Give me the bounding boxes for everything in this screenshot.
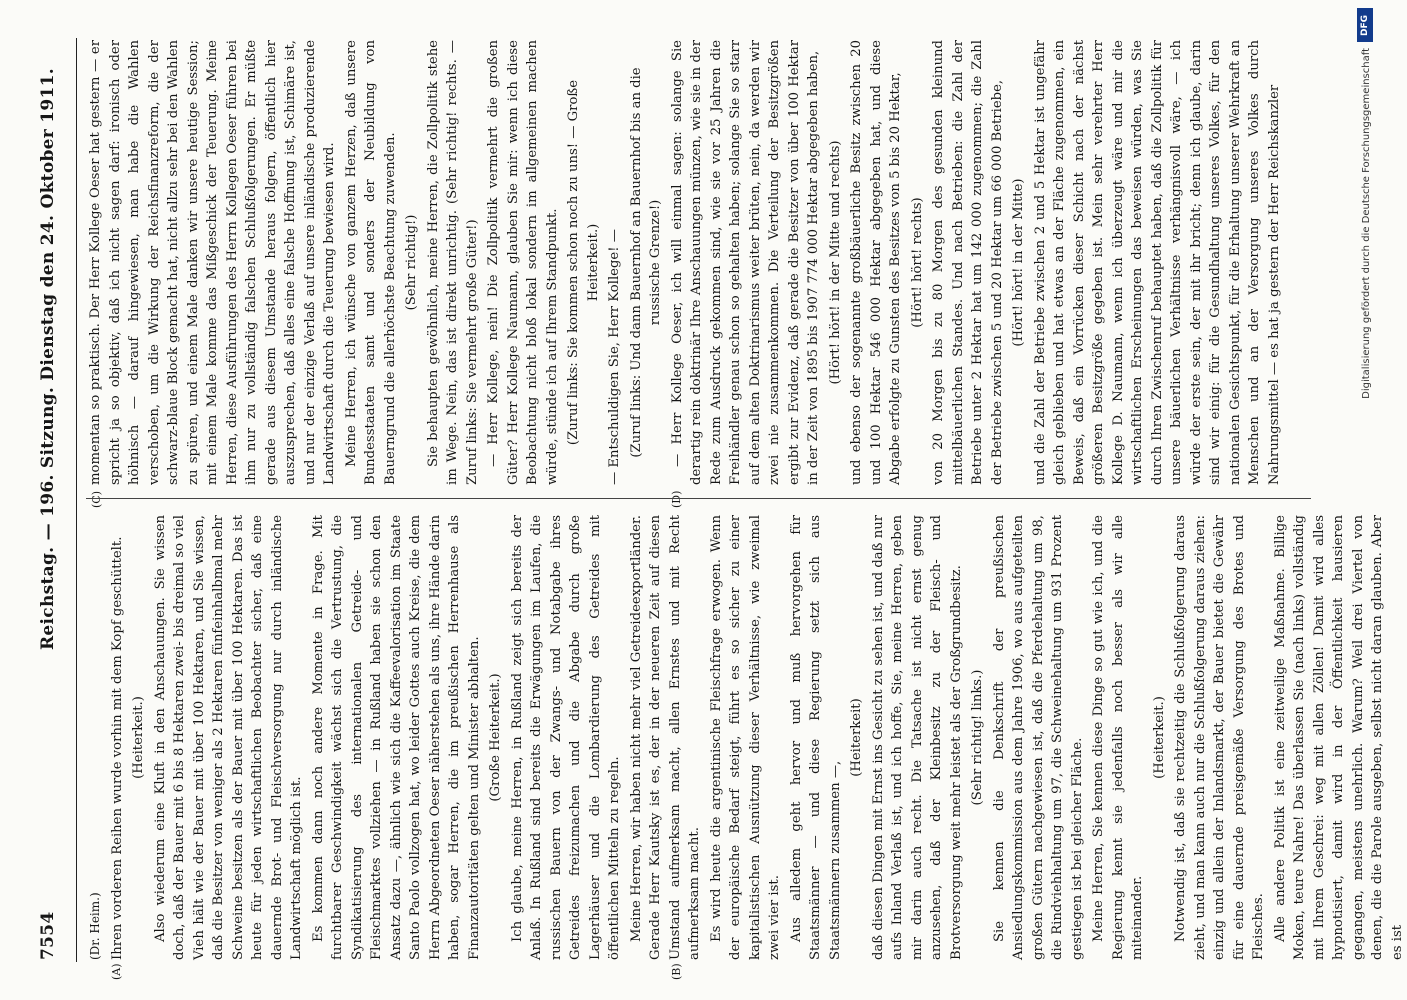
interjection: (Hört! hört! rechts) bbox=[909, 197, 925, 328]
right-text-column bbox=[86, 40, 1311, 485]
paragraph: Notwendig ist, daß sie rechtzeitig die Schlußfolgerung daraus zieht, und man kann auch nur die Schlußfolgerung daraus ziehen: einzig und allein der Inlandsmarkt, der Bauer bietet die Gewähr für eine dauernde preisgemäße Versorgung des Brotes und Fleisches. bbox=[1173, 515, 1266, 960]
interjection: (Sehr richtig! links.) bbox=[970, 669, 985, 806]
paragraph: momentan so praktisch. Der Herr Kollege Oeser hat gestern — er spricht ja so objektiv, daß ich nicht sagen darf: ironisch oder höhnisch — darauf hingewiesen, man habe die Wahlen verschoben, um die Wirkung der Reichsfinanzreform, die der schwarz-blaue Block gemacht hat, nicht allzu sehr bei den Wahlen zu spüren, und einem Male danken wir unsere heutige Session; mit einem Male komme das Mißgeschick der Teuerung. Meine Herren, diese Ausführungen des Herrn Kollegen Oeser führen bei ihm nur zu vollständig falschen Schlußfolgerungen. Er müßte gerade aus diesem Umstande heraus folgern, öffentlich hier auszusprechen, daß alles eine falsche Hoffnung ist, Schimäre ist, und nur der einzige Verlaß auf unsere inländische produzierende Landwirtschaft durch die Teuerung bewiesen wird. bbox=[88, 40, 337, 485]
dfg-watermark bbox=[1357, 0, 1379, 1000]
header-rule bbox=[76, 38, 77, 962]
interjection: (Heiterkeit.) bbox=[131, 696, 146, 779]
page-number: 7554 bbox=[38, 911, 58, 960]
interjection: (Sehr richtig!) bbox=[404, 214, 419, 311]
dfg-credit-text: Digitalisierung gefördert durch die Deutsche Forschungsgemeinschaft bbox=[1361, 48, 1372, 399]
paragraph: — Entschuldigen Sie, Herr Kollege! — bbox=[607, 229, 622, 485]
paragraph: Sie behaupten gewöhnlich, meine Herren, die Zollpolitik stehe im Wege. Nein, das ist direkt unrichtig. (Sehr richtig! rechts. — Zuruf links: Sie vermehrt große Güter!) bbox=[425, 40, 480, 485]
interjection: (Zuruf links: Sie kommen schon noch zu uns! — Große Heiterkeit.) bbox=[566, 79, 601, 446]
margin-marker-c: (C) bbox=[90, 491, 103, 508]
paragraph: Ich glaube, meine Herren, in Rußland zeigt sich bereits der Anlaß. In Rußland sind bereits die Erwägungen im Laufen, die russischen Bauern von der Zwangs- und Notabgabe ihres Getreides freizumachen und die Abgabe durch große Lagerhäuser und die Lombardierung des Getreides mit öffentlichen Mitteln zu regeln. bbox=[509, 515, 622, 960]
paragraph: von 20 Morgen bis zu 80 Morgen des gesunden kleinund mittelbäuerlichen Standes. Und nach Betrieben: die Zahl der Betriebe unter 2 Hektar hat um 142 000 zugenommen; die Zahl der Betriebe zwischen 5 und 20 Hektar um 66 000 Betriebe, bbox=[931, 40, 1005, 485]
interjection: (Heiterkeit.) bbox=[1151, 696, 1167, 779]
interjection: (Große Heiterkeit.) bbox=[488, 673, 503, 802]
left-text-column bbox=[86, 515, 1405, 960]
paragraph: und die Zahl der Betriebe zwischen 2 und 5 Hektar ist ungefähr gleich geblieben und hat etwas an der Fläche zugenommen, ein Beweis, daß ein Vorrücken dieser Schicht nach der nächst größeren Besitzgröße gegeben ist. Mein sehr verehrter Herr Kollege D. Naumann, wenn ich überzeugt wäre und mir die wirtschaftlichen Erscheinungen das beweisen würden, was Sie durch Ihren Zwischenruf behauptet haben, daß die Zollpolitik für unsere bäuerlichen Verhältnisse verhängnisvoll wäre, — ich würde der erste sein, der mit ihr bricht; denn ich glaube, darin sind wir einig: für die Gesundhaltung unseres Volkes, für den nationalen Gesichtspunkt, für die Erhaltung unserer Wehrkraft an Menschen und an der Versorgung unseres Volkes durch Nahrungsmittel — es hat ja gestern der Herr Reichskanzler bbox=[1032, 40, 1282, 485]
paragraph: Meine Herren, ich wünsche von ganzem Herzen, daß unsere Bundesstaaten samt und sonders der Neubildung von Bauerngrund die allerhöchste Beachtung zuwenden. bbox=[343, 40, 398, 485]
paragraph: Alle andere Politik ist eine zeitweilige Maßnahme. Billige Moken, teure Nahre! Das überlassen Sie (nach links) vollständig mit Ihrem Geschrei: weg mit allen Zöllen! Damit wird alles hypnotisiert, damit wird in der Öffentlichkeit hausieren gegangen, meistens unehrlich. Warum? Weil drei Viertel von denen, die die Parole ausgeben, selbst nicht daran glauben. Aber es ist bbox=[1272, 515, 1405, 960]
paragraph: — Herr Kollege, nein! Die Zollpolitik vermehrt die großen Güter? Herr Kollege Naumann, glauben Sie mir: wenn ich diese Beobachtung nicht bloß lokal sondern im allgemeinen machen würde, stünde ich auf Ihrem Standpunkt. bbox=[486, 40, 560, 485]
paragraph: — Herr Kollege Oeser, ich will einmal sagen: solange Sie derartig rein doktrinär Ihre Anschauungen münzen, wie sie in der Rede zum Ausdruck gekommen sind, wie sie vor 25 Jahren die Freihändler genau schon so gehalten haben; solange Sie so starr auf dem alten Doktrinarismus weiter brüten, nein, da werden wir zwei nie zusammenkommen. Die Verteilung der Besitzgrößen ergibt zur Evidenz, daß gerade die Besitzer von über 100 Hektar in der Zeit von 1895 bis 1907 774 000 Hektar abgegeben haben, bbox=[669, 40, 821, 485]
paragraph: Es wird heute die argentinische Fleischfrage erwogen. Wenn der europäische Bedarf steigt, führt es so sicher zu einer kapitalistischen Ausnützung dieser Verhältnisse, wie zweimal zwei vier ist. bbox=[708, 515, 782, 960]
paragraph: daß diesen Dingen mit Ernst ins Gesicht zu sehen ist, und daß nur aufs Inland Verlaß ist, und ich hoffe, Sie, meine Herren, geben mir darin auch recht. Die Tatsache ist nicht ernst genug anzusehen, daß der Kleinbesitz zu der Fleisch- und Brotversorgung weit mehr leistet als der Großgrundbesitz. bbox=[870, 515, 964, 960]
interjection: (Hört! hört! in der Mitte) bbox=[1011, 178, 1026, 347]
paragraph: Es kommen dann noch andere Momente in Frage. Mit furchtbarer Geschwindigkeit wächst sich die Vertrustung, die Syndikatisierung des internationalen Getreide- und Fleischmarktes vollziehen — in Rußland haben sie schon den Ansatz dazu —, ähnlich wie sich die Kaffeevalorisation im Staate Santo Paolo vollzogen hat, wo leider Gottes auch Kreise, die dem Herrn Abgeordneten Oeser näherstehen als uns, ihre Hände darin haben, sogar Herren, die im preußischen Herrenhause als Finanzautoritäten gelten und Minister abhalten. bbox=[310, 515, 482, 960]
interjection: (Zuruf links: Und dann Bauernhof an Bauernhof bis an die russische Grenze!) bbox=[628, 67, 663, 458]
paragraph: und ebenso der sogenannte großbäuerliche Besitz zwischen 20 und 100 Hektar 546 000 Hektar abgegeben hat, und diese Abgabe erfolgte zu Gunsten des Besitzes von 5 bis 20 Hektar, bbox=[849, 40, 903, 485]
page-title: Reichstag. — 196. Sitzung. Dienstag den 24. Oktober 1911. bbox=[38, 68, 58, 650]
paragraph: Meine Herren, Sie kennen diese Dinge so gut wie ich, und die Regierung kennt sie jedenfalls noch besser als wir alle miteinander. bbox=[1091, 515, 1145, 960]
interjection: (Hört! hört! in der Mitte und rechts) bbox=[827, 140, 843, 385]
dfg-logo-icon: DFG bbox=[1357, 8, 1373, 42]
margin-marker-b: (B) bbox=[670, 963, 683, 980]
paragraph: Sie kennen die Denkschrift der preußischen Ansiedlungskommission aus dem Jahre 1906, wo aus aufgeteilten großen Gütern nachgewiesen ist, daß die Pferdehaltung um 98, die Rindviehhaltung um 97, die Schweinehaltung um 931 Prozent gestiegen ist bei gleicher Fläche. bbox=[991, 515, 1085, 960]
paragraph: Ihren vorderen Reihen wurde vorhin mit dem Kopf geschüttelt. bbox=[109, 536, 125, 960]
margin-marker-d: (D) bbox=[670, 490, 683, 508]
column-divider bbox=[86, 498, 1311, 499]
margin-marker-a: (A) bbox=[110, 963, 123, 980]
paragraph: Also wiederum eine Kluft in den Anschauungen. Sie wissen doch, daß der Bauer mit 6 bis 8 Hektaren zwei- bis dreimal so viel Vieh hält wie der Bauer mit über 100 Hektaren, und Sie wissen, daß die Besitzer von weniger als 2 Hektaren fünfeinhalbmal mehr Schweine besitzen als der Bauer mit über 100 Hektaren. Das ist heute für jeden wirtschaftlichen Beobachter sicher, daß eine dauernde Brot- und Fleischversorgung nur durch inländische Landwirtschaft möglich ist. bbox=[152, 515, 304, 960]
interjection: (Heiterkeit) bbox=[849, 698, 864, 777]
paragraph: Meine Herren, wir haben nicht mehr viel Getreideexportländer. Gerade Herr Kautsky ist es, der in der neueren Zeit auf diesen Umstand aufmerksam macht, allen Ernstes und mit Recht aufmerksam macht. bbox=[628, 515, 702, 960]
paragraph: (Dr. Heim.) bbox=[88, 892, 102, 960]
paragraph: Aus alledem geht hervor und muß hervorgehen für Staatsmänner — und diese Regierung setzt sich aus Staatsmännern zusammen —, bbox=[788, 515, 843, 960]
